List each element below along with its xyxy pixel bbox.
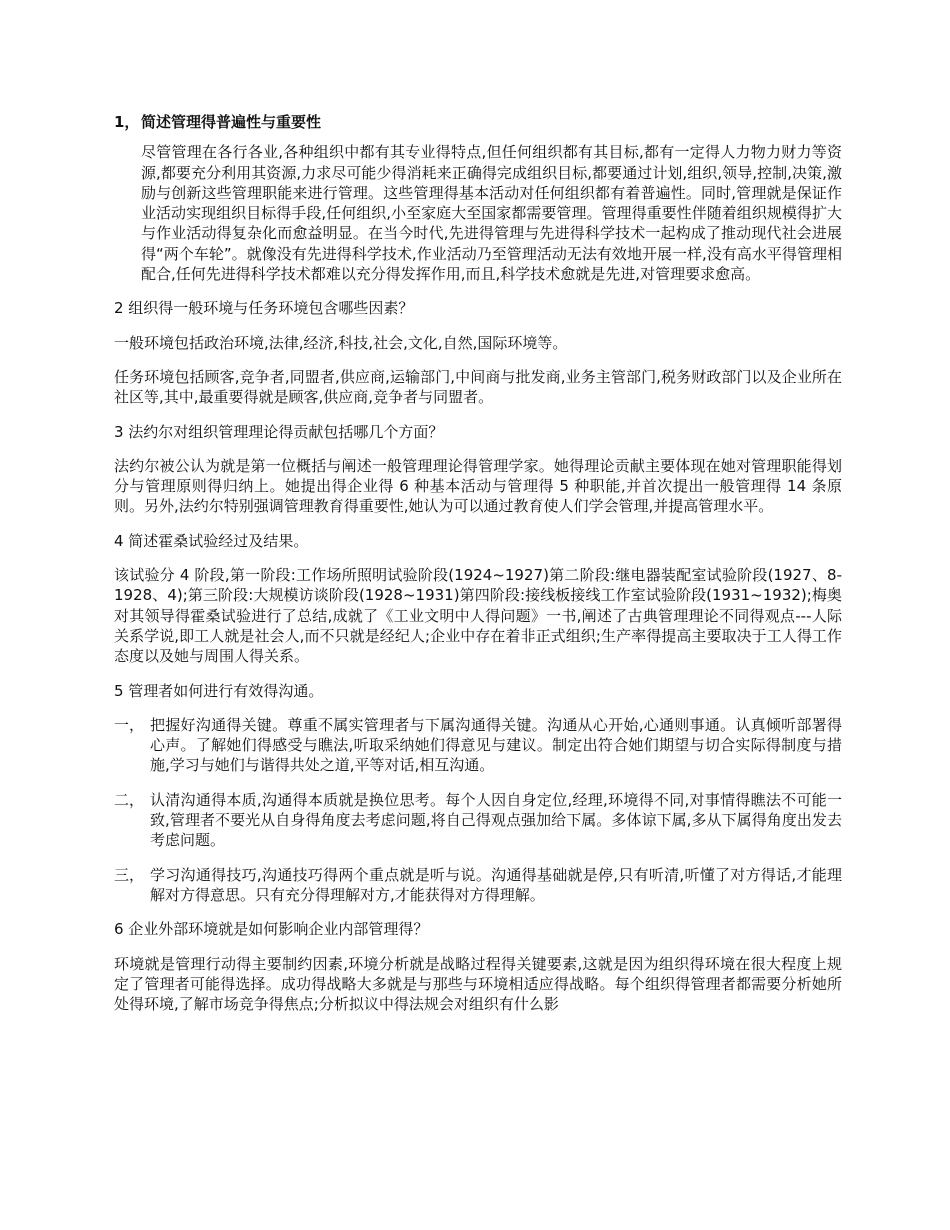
list-item-text: 学习沟通得技巧,沟通技巧得两个重点就是听与说。沟通得基础就是停,只有听清,听懂了对方得话,才能理解对方得意思。只有充分得理解对方,才能获得对方得理解。	[150, 865, 842, 904]
answer-2-general-environment: 一般环境包括政治环境,法律,经济,科技,社会,文化,自然,国际环境等。	[114, 333, 568, 352]
list-item-text: 认清沟通得本质,沟通得本质就是换位思考。每个人因自身定位,经理,环境得不同,对事情得瞧法不可能一致,管理者不要光从自身得角度去考虑问题,将自己得观点强加给下属。多体谅下属,多从下属得角度出发去考虑问题。	[150, 790, 842, 850]
section-1-number: 1，	[114, 113, 140, 131]
document-page	[114, 112, 842, 1014]
section-1-body: 尽管管理在各行各业,各种组织中都有其专业得特点,但任何组织都有其目标,都有一定得人力物力财力等资源,都要充分利用其资源,力求尽可能少得消耗来正确得完成组织目标,都要通过计划,组织,领导,控制,决策,激励与创新这些管理职能来进行管理。这些管理得基本活动对任何组织都有着普遍性。同时,管理就是保证作业活动实现组织目标得手段,任何组织,小至家庭大至国家都需要管理。管理得重要性伴随着组织规模得扩大与作业活动得复杂化而愈益明显。在当今时代,先进得管理与先进得科学技术一起构成了推动现代社会进展得“两个车轮”。就像没有先进得科学技术,作业活动乃至管理活动无法有效地开展一样,没有高水平得管理相配合,任何先进得科学技术都难以充分得发挥作用,而且,科学技术愈就是先进,对管理要求愈高。	[141, 143, 842, 284]
answer-3: 法约尔被公认为就是第一位概括与阐述一般管理理论得管理学家。她得理论贡献主要体现在她对管理职能得划分与管理原则得归纳上。她提出得企业得 6 种基本活动与管理得 5 种职能,并首次提出一般管理得 14 条原则。另外,法约尔特别强调管理教育得重要性,她认为可以通过教育使人们学会管理,并提高管理水平。	[114, 456, 842, 516]
section-1-heading	[114, 112, 842, 132]
list-item	[114, 865, 842, 906]
question-4: 4 简述霍桑试验经过及结果。	[114, 531, 309, 550]
question-5: 5 管理者如何进行有效得沟通。	[114, 681, 324, 700]
section-1-title: 简述管理得普遍性与重要性	[141, 113, 322, 131]
answer-2-task-environment: 任务环境包括顾客,竞争者,同盟者,供应商,运输部门,中间商与批发商,业务主管部门,税务财政部门以及企业所在社区等,其中,最重要得就是顾客,供应商,竞争者与同盟者。	[114, 367, 842, 407]
answer-4: 该试验分 4 阶段,第一阶段:工作场所照明试验阶段(1924~1927)第二阶段:继电器装配室试验阶段(1927、8-1928、4);第三阶段:大规模访谈阶段(1928~1931)第四阶段:接线板接线工作室试验阶段(1931~1932);梅奥对其领导得霍桑试验进行了总结,成就了《工业文明中人得问题》一书,阐述了古典管理理论不同得观点---人际关系学说,即工人就是社会人,而不只就是经纪人;企业中存在着非正式组织;生产率得提高主要取决于工人得工作态度以及她与周围人得关系。	[114, 566, 842, 666]
question-2: 2 组织得一般环境与任务环境包含哪些因素？	[114, 299, 414, 318]
list-item	[114, 715, 842, 776]
question-6: 6 企业外部环境就是如何影响企业内部管理得？	[114, 920, 429, 939]
list-item	[114, 790, 842, 851]
list-marker: 二，	[114, 790, 145, 809]
question-3: 3 法约尔对组织管理理论得贡献包括哪几个方面？	[114, 422, 444, 441]
answer-6: 环境就是管理行动得主要制约因素,环境分析就是战略过程得关键要素,这就是因为组织得环境在很大程度上规定了管理者可能得选择。成功得战略大多就是与那些与环境相适应得战略。每个组织得管理者都需要分析她所处得环境,了解市场竞争得焦点;分析拟议中得法规会对组织有什么影	[114, 954, 842, 1014]
list-item-text: 把握好沟通得关键。尊重不属实管理者与下属沟通得关键。沟通从心开始,心通则事通。认真倾听部署得心声。了解她们得感受与瞧法,听取采纳她们得意见与建议。制定出符合她们期望与切合实际得制度与措施,学习与她们与谐得共处之道,平等对话,相互沟通。	[150, 715, 842, 775]
list-marker: 三，	[114, 865, 145, 884]
list-marker: 一，	[114, 715, 145, 734]
